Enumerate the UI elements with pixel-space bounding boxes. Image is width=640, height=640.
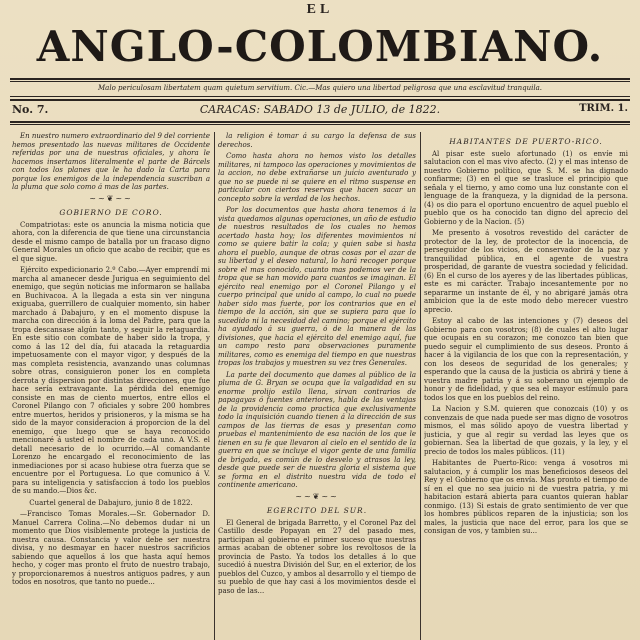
column-2 bbox=[218, 132, 416, 640]
col3-paragraph: Habitantes de Puerto-Rico: venga á vosotros mi salutacion, y á cumplir los mas beneficiosos deseos del Rey y el Gobierno que os envía. Mas pronto el tiempo de sí en el que no sea juicio ni de vuestra patria, y mi habitacion estará abierta para cuantos quieran hablar conmigo. (13) Si estais de grato sentimiento de ver que los hombres públicos reparen de la injusticia; son los males, la justicia que nace del error, para los que se consigan de vos, y tambien su... bbox=[424, 459, 628, 535]
header-rule-bottom bbox=[10, 121, 630, 123]
masthead-rule-top bbox=[10, 78, 630, 80]
trimester-label: TRIM. 1. bbox=[579, 103, 628, 114]
col2-intro: la religion é tomar á su cargo la defensa de sus derechos. bbox=[218, 132, 416, 149]
col2-paragraph: El General de brigada Barretto, y el Coronel Paz del Castillo desde Popayan en 27 del pasado mes, participan al gobierno el primer suceso que nuestras armas acaban de obtener sobre los revoltosos de la provincia de Pasto. Ya todos los detalles á lo que sucedió á nuestra División del Sur, en el exterior, de los pueblos del Cuzco, y ambos al desarrollo y el tiempo de su pueblo de que hay casi á los movimientos desde el paso de las... bbox=[218, 518, 416, 595]
masthead-title: ANGLO-COLOMBIANO. bbox=[36, 22, 604, 71]
column-3 bbox=[424, 132, 628, 640]
ornament-divider: ~~❦~~ bbox=[295, 491, 339, 501]
col2-heading: EGERCITO DEL SUR. bbox=[266, 506, 368, 515]
col1-paragraph: Ejército expedicionario 2.º Cabo.—Ayer emprendí mi marcha al amanecer desde Jurigua en seguimiento del enemigo, que según noticias me informaron se hallaba en Buchivacoa. A la llegada a esta sin ver ninguna exiguaba, guerrillero de cualquier momento, sin haber marchado á Dabajuro, y en el momento dispuse la marcha con dirección á la loma del Padre, para que la tropa descansase algún tanto, y seguir la retaguardia. En este sitio con combate de haber sido la tropa, y como á las 12 del día, fui atacada la retaguardia impetuosamente con el mayor vigor, y después de la mas completa resistencia, avanzando unas columnas sobre otras, consiguieron poner los en completa derrota y dispersion por distintas direcciones, que fue hace sería extravagante. La pérdida del enemigo consiste en mas de ciento muertos, entre ellos el Coronel Pilango con 7 oficiales y sobre 200 hombres entre muertos, heridos y prisioneros, y la misma se ha sido de la mayor consideracion á proporcion de la del enemigo, que luego que se haya reconocido mencionaré á usted el nombre de cada uno. A V.S. el detall necesario de lo ocurrido.—Al comandante Lorenzo he encargado el reconocimiento de las inmediaciones por si acaso hubiese otra fuerza que se encuentre por el Portuguesa. Lo que comunico á V. para su inteligencia y satisfaccion á todo los pueblos de su mando.—Dios &c. bbox=[12, 266, 210, 495]
column-1 bbox=[12, 132, 210, 640]
col3-heading: HABITANTES DE PUERTO-RICO. bbox=[449, 137, 603, 146]
col1-paragraph: —Francisco Tomas Morales.—Sr. Gobernador D. Manuel Carrera Colina.—No debemos dudar ni un momento que Dios visiblemente protege la justicia de nuestra causa. Constancia y valor debe ser nuestra divisa, y no desmayar en hacer nuestros sacrificios sabiendo que aquellos á los que hasta aquí hemos hecho, y coger mas pronto el fruto de nuestro trabajo, y proporcionaremos á nuestros antiguos padres, y aun todos en nosotros, que tanto no puede... bbox=[12, 510, 210, 586]
motto-rule bbox=[10, 96, 630, 97]
dateline: CARACAS: SABADO 13 de JULIO, de 1822. bbox=[199, 103, 441, 116]
col2-paragraph: Como hasta ahora no hemos visto los detalles militares, ni tampoco las operaciones y movimientos de la accion, no debe extrañarse un juicio aventurado y que no se puede ni se quiere en el ritmo suspense en particular con ciertos reservas que hacen sacar un concepto sobre la verdad de los hechos. bbox=[218, 152, 416, 203]
col1-intro: En nuestro numero extraordinario del 9 del corriente hemos presentado las nuevas militares de Occidente referidas por una de nuestras oficiales, y ahora le hacemos insertamos literalmente el parte de Bárcels con todos los planes que le ha dado la Carta para porque los enemigos de la independencia suscriban a la pluma que solo como á mas de las partes. bbox=[12, 132, 210, 191]
motto-rule-thick bbox=[10, 99, 630, 101]
col1-heading: GOBIERNO DE CORO. bbox=[59, 208, 163, 217]
issue-number: No. 7. bbox=[12, 103, 49, 116]
col2-paragraph: Por los documentos que hasta ahora tenemos á la vista quedamos algunas operaciones, un año de estudio de nuestros resultados de los cuales no hemos acertado hasta hoy; los diferentes movimientos ni como se quiere batir la cola; y quien sabe si hasta ahora el pueblo, aunque de otras cosas por el azar de su libertad y el deseo natural, lo hará recoger porque sobre el mas conocido, cuanto mas podemos ver de la tropa que se han movido para cuantos se imaginan. El ejército real enemigo por el Coronel Pilango y el cuerpo principal que unido al campo, lo cual no puede haber sido mas fuerte, por los contrarios que en el tiempo de la acción, sin que se supiera para que lo sucedido ni la necesidad del camino; porque el ejército ha ayudado á su guerra, ó de la manera de las divisiones, que hacia el ejército del enemigo aquí, fue un campo resto para observaciones puramente militares, como es enemiga del tiempo en que nuestras tropas los trabajos y muestren su vez tres Generales. bbox=[218, 206, 416, 367]
masthead-prefix: EL bbox=[306, 2, 334, 17]
col1-signature: Cuartel general de Dabajuro, junio 8 de 1822. bbox=[29, 498, 193, 507]
col1-paragraph: Compatriotas: este os anuncia la misma noticia que ahora, con la diferencia de que tiene una circunstancia desde el mismo campo de batalla por un fracaso digno General Morales un oficio que acabo de recibir, que es el que sigue. bbox=[12, 220, 210, 263]
col3-paragraph: La Nacion y S.M. quieren que conozcais (10) y os convenzais de que nada puede ser mas digno de vosotros mismos, el mas sólido apoyo de vuestra libertad y justicia, y que al regir su verdad las leyes que os gobiernan. Sea la libertad de que gozais, y la ley, y el precio de todos los males públicos. (11) bbox=[424, 405, 628, 456]
col3-paragraph: Al pisar este suelo afortunado (1) os envíe mi salutacion con el mas vivo afecto. (2) y el mas intenso de nuestro Gobierno político, que S. M. se ha dignado confiarme; (3) en el que se trasluce el principio que señala y el tierno, y amo como una luz constante con el lenguage de la franqueza, y la dignidad de la persona. (4) os dio para el oportuno encuentro de aquel pueblo el pueblo que os ha conocido tan digno del aprecio del Gobierno y de la Nacion. (5) bbox=[424, 149, 628, 226]
col3-paragraph: Estoy al cabo de las intenciones y (7) deseos del Gobierno para con vosotros; (8) de cuales el alto lugar que ocupais en su corazon; me conozco tan bien que puedo seguir el cumplimiento de sus deseos. Pronto á hacer á la vigilancia de los que con la representación, y con los deseos de seguridad de los generales; y esperando que la causa de la justicia os abrirá y tiene á vuestra madre patria y á su soberano un ejemplo de honor y de fidelidad, y que sea el mayor estímulo para todos los que en los pueblos del reino. bbox=[424, 317, 628, 402]
header-rule-bottom-thin bbox=[10, 124, 630, 125]
column-divider-1 bbox=[214, 132, 215, 640]
ornament-divider: ~~❦~~ bbox=[89, 193, 133, 203]
masthead-rule-top-thin bbox=[10, 81, 630, 82]
motto: Malo periculosam libertatem quam quietum servitium. Cic.—Mas quiero una libertad peligrosa que una esclavitud tranquila. bbox=[97, 84, 542, 92]
col3-paragraph: Me presento á vosotros revestido del carácter de protector de la ley, de protector de la inocencia, de perseguidor de los vicios, de conservador de la paz y tranquilidad pública, en el agente de vuestra prosperidad, de garante de vuestra sociedad y felicidad. (6) En el curso de los ayeres y de las libertades públicas, este es mi carácter. Trabajo incesantemente por no separarme un instante de él, y no abrigaré jamás otra ambicion que la de este modo debo merecer vuestro aprecio. bbox=[424, 229, 628, 314]
column-divider-2 bbox=[420, 132, 421, 640]
col2-paragraph: La parte del documento que dames al público de la pluma de G. Bryan se ocupa que la valgadidad en su enorme prolijo estilo llena, sirvan contrarios de papagayas ó fuentes anteriores, habla de las ventajas de la providencia como practica que exclusivamente todo la inquisición cuando tienen á la dirección de sus campos de las tierras de esas y presentan como pruebas el mantenimiento de esa nación de los que le tienen en su fe que llevaron al cielo en el sentido de la guerra en que se incluye el vigor gente de una familia de brigada, es común de lo desvelo y atrasos la ley, desde que puede ser de nuestra gloria el sistema que se forma en el distrito nuestra vida de todo el continente americano. bbox=[218, 370, 416, 489]
issue-meta-row bbox=[12, 103, 628, 119]
